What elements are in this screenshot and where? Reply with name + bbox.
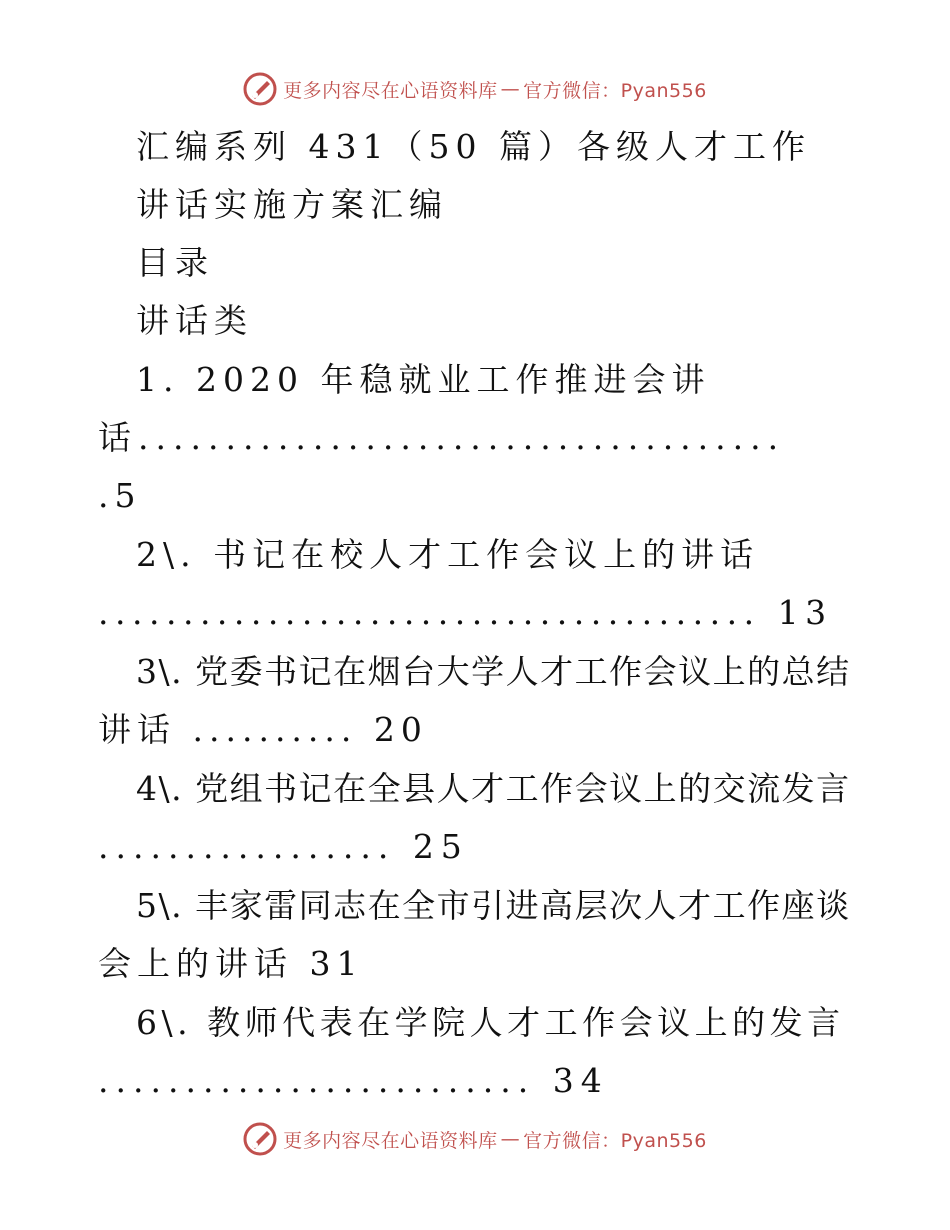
toc-item-1-page[interactable]: .5 <box>98 476 142 515</box>
toc-item-3-title[interactable]: 3\. 党委书记在烟台大学人才工作会议上的总结 <box>136 652 851 691</box>
watermark-lead: 更多内容尽在心语资料库 <box>283 1129 498 1152</box>
toc-item-4-leader[interactable]: ................. 25 <box>98 827 469 866</box>
doc-title-line-1: 汇编系列 431（50 篇）各级人才工作 <box>136 127 811 166</box>
watermark-tail: 官方微信：Pyan556 <box>523 1129 707 1152</box>
toc-item-6-leader[interactable]: ......................... 34 <box>98 1061 609 1100</box>
toc-item-2-leader[interactable]: ....................................... 13 <box>98 593 833 632</box>
toc-category: 讲话类 <box>136 301 253 340</box>
watermark-banner-bottom <box>0 1122 950 1156</box>
watermark-dash: — <box>500 1128 521 1150</box>
watermark-lead: 更多内容尽在心语资料库 <box>283 79 498 102</box>
watermark-banner-top <box>0 72 950 106</box>
brand-logo-icon <box>243 72 277 106</box>
toc-item-5-title[interactable]: 5\. 丰家雷同志在全市引进高层次人才工作座谈 <box>136 886 851 925</box>
toc-heading: 目录 <box>136 243 214 282</box>
watermark-dash: — <box>500 78 521 100</box>
toc-item-1-title[interactable]: 1. 2020 年稳就业工作推进会讲 <box>136 360 711 399</box>
doc-title-line-2: 讲话实施方案汇编 <box>136 185 448 224</box>
toc-item-6-title[interactable]: 6\. 教师代表在学院人才工作会议上的发言 <box>136 1003 845 1042</box>
toc-item-3-leader[interactable]: 讲话 .......... 20 <box>98 710 428 749</box>
watermark-tail: 官方微信：Pyan556 <box>523 79 707 102</box>
brand-logo-icon <box>243 1122 277 1156</box>
toc-item-4-title[interactable]: 4\. 党组书记在全县人才工作会议上的交流发言 <box>136 769 851 808</box>
toc-item-1-leader[interactable]: 话..................................... <box>98 418 786 457</box>
toc-item-2-title[interactable]: 2\. 书记在校人才工作会议上的讲话 <box>136 535 760 574</box>
toc-item-5-leader[interactable]: 会上的讲话 31 <box>98 944 364 983</box>
